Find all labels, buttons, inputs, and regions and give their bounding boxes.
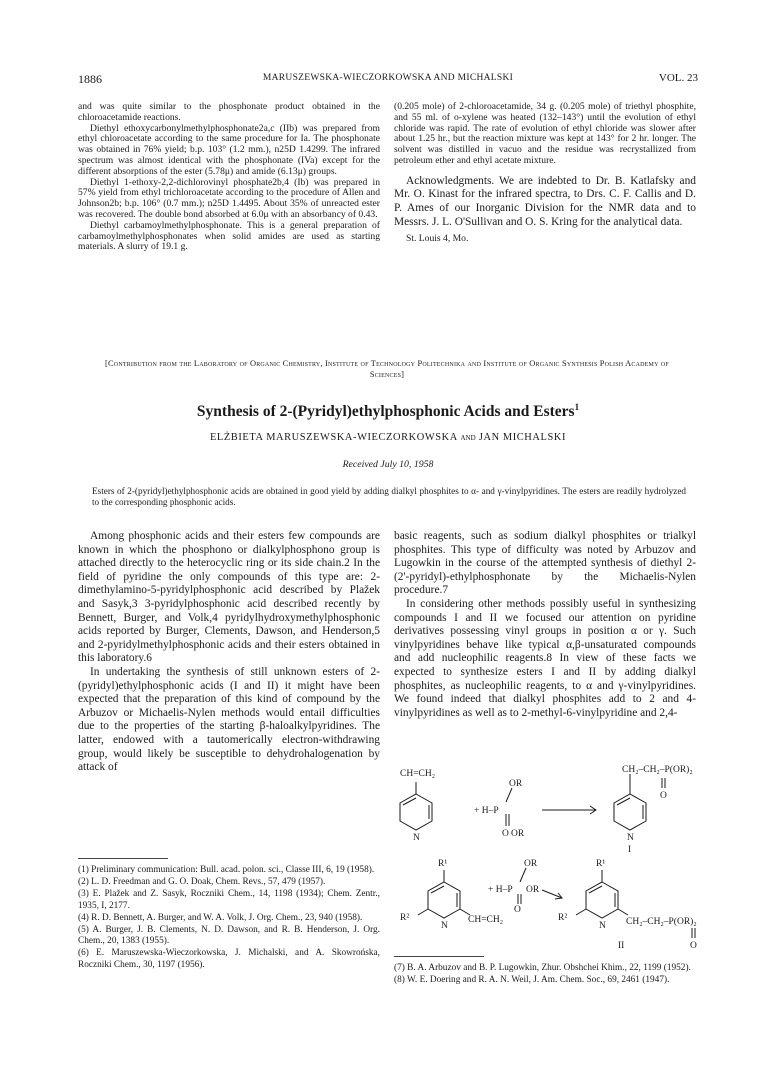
vinyl-group-label: CH=CH₂ (400, 769, 436, 779)
ring-nitrogen-label: N (599, 921, 606, 931)
article-title (78, 402, 698, 421)
ring-nitrogen-label: N (413, 833, 420, 843)
affiliation-location: St. Louis 4, Mo. (406, 233, 469, 245)
body-paragraph: basic reagents, such as sodium dialkyl phosphites or trialkyl phosphites. This type of difficulty was noted by Arbuzov and Lugowkin in the course of the attempted synthesis of diethyl 2-(2'-pyridyl)-ethylphosphonate by the Michaelis-Nylen procedure.7 (394, 530, 696, 597)
body-paragraph: In considering other methods possibly useful in synthesizing compounds I and II we focused our attention on pyridine derivatives possessing vinyl groups in position α or γ. Such vinylpyridines behave like typical α,β-unsaturated compounds and add nucleophilic reagents.8 In view of these facts we expected to synthesize esters I and II by adding dialkyl phosphites, as nucleophilic reagents, to α and γ-vinylpyridines. We found indeed that dialkyl phosphites add to 2 and 4-vinylpyridines as well as to 2-methyl-6-vinylpyridine and 2,4- (394, 597, 696, 719)
alkoxy-label: OR (509, 779, 523, 789)
footnote: (6) E. Maruszewska-Wieczorkowska, J. Michalski, and A. Skowrońska, Roczniki Chem., 30, 1197 (1956). (78, 948, 380, 970)
vinyl-group-label: CH=CH₂ (468, 915, 504, 925)
prev-paragraph: Diethyl carbamoylmethylphosphonate. This is a general preparation of carbamoylmethylphosphonates when solid amides are used as starting materials. A slurry of 19.1 g. (78, 219, 380, 253)
prev-paragraph: Diethyl ethoxycarbonylmethylphosphonate2a,c (IIb) was prepared from ethyl chloroacetate according to the same procedure for Ia. The phosphonate was obtained in 76% yield; b.p. 103° (1.2 mm.), n25D 1.4299. The infrared spectrum was almost identical with the phosphonate (IVa) except for the different absorptions of the ester (5.78μ) and amide (6.13μ) groups. (78, 122, 380, 177)
footnote-rule (394, 956, 484, 957)
footnote: (4) R. D. Bennett, A. Burger, and W. A. Volk, J. Org. Chem., 23, 940 (1958). (78, 912, 363, 923)
pyridine-ring-1 (400, 794, 432, 830)
product-chain-label: CH₂–CH₂–P(OR)₂ (626, 917, 697, 927)
running-header (78, 72, 698, 88)
body-left-column (78, 530, 380, 775)
r2-label: R² (558, 913, 568, 923)
r1-label: R¹ (438, 859, 448, 869)
footnote: (2) L. D. Freedman and G. O. Doak, Chem. Revs., 57, 479 (1957). (78, 877, 326, 888)
authors-and: and (460, 432, 476, 443)
running-title: MARUSZEWSKA-WIECZORKOWSKA AND MICHALSKI (262, 73, 514, 83)
body-paragraph: In undertaking the synthesis of still unknown esters of 2-(pyridyl)ethylphosphonic acids (I and II) it might have been expected that the preparation of this kind of compound by the Arbuzov or Michaelis-Nylen methods would entail difficulties due to the properties of the starting β-haloalkylpyridines. The latter, endowed with a tautomerically electron-withdrawing group, would likely be susceptible to dehydrohalogenation by attack of (78, 665, 380, 774)
footnote: (8) W. E. Doering and R. A. N. Weil, J. Am. Chem. Soc., 69, 2461 (1947). (394, 975, 670, 986)
contribution-line: [Contribution from the Laboratory of Organic Chemistry, Institute of Technology Politechnika and Institute of Organic Synthesis Polish Academy of Sciences] (105, 359, 669, 379)
footnote: (5) A. Burger, J. B. Clements, N. D. Dawson, and R. B. Henderson, J. Org. Chem., 20, 1383 (1955). (78, 925, 380, 947)
article-authors (78, 432, 698, 443)
pyridine-ring-2 (428, 882, 460, 918)
pyridine-ring-product-1 (614, 794, 646, 830)
prev-paragraph: and was quite similar to the phosphonate product obtained in the chloroacetamide reactions. (78, 101, 380, 123)
acknowledgments: Acknowledgments. We are indebted to Dr. B. Katlafsky and Mr. O. Kinast for the infrared spectra, to Drs. C. F. Callis and D. P. Ames of our Inorganic Division for the NMR data and to Messrs. J. L. O'Sullivan and O. S. Kring for the analytical data. (394, 174, 696, 228)
title-footnote-mark: 1 (574, 402, 580, 412)
volume-label: VOL. 23 (658, 72, 698, 84)
received-date: Received July 10, 1958 (342, 459, 434, 470)
pyridine-ring-product-2 (586, 882, 618, 918)
compound-label-i: I (628, 845, 632, 855)
page-number: 1886 (78, 72, 102, 86)
footnote: (3) E. Plažek and Z. Sasyk, Roczniki Chem., 14, 1198 (1934); Chem. Zentr., 1935, I, 2177. (78, 889, 380, 911)
product-oxygen-label: O (660, 791, 667, 801)
reaction-scheme-drawing (392, 762, 704, 954)
alkoxy-label: OR (526, 885, 540, 895)
phosphoryl-oxygen-label: O (502, 829, 509, 839)
abstract: Esters of 2-(pyridyl)ethylphosphonic acids are obtained in good yield by adding dialkyl phosphites to α- and γ-vinylpyridines. The esters are readily hydrolyzed to the corresponding phosphonic acids. (92, 486, 686, 508)
ring-nitrogen-label: N (441, 921, 448, 931)
alkoxy-label: OR (524, 859, 538, 869)
footnotes-left (78, 865, 380, 972)
prev-paragraph: Diethyl 1-ethoxy-2,2-dichlorovinyl phosphate2b,4 (Ib) was prepared in 57% yield from ethyl trichloroacetate according to the procedure of Allen and Johnson2b; b.p. 106° (0.7 mm.); n25D 1.4495. About 35% of unreacted ester was recovered. The double bond absorbed at 6.0μ with an absorbancy of 0.43. (78, 176, 380, 220)
author-2: JAN MICHALSKI (478, 432, 567, 443)
r2-label: R² (400, 913, 410, 923)
body-paragraph: Among phosphonic acids and their esters few compounds are known in which the phosphono or dialkylphosphono group is attached directly to the heterocyclic ring or its side chain.2 In the field of pyridine the only compounds of this type are: 2-dimethylamino-5-pyridylphosphonic acid described by Plažek and Sasyk,3 3-pyridylphosphonic acid described recently by Bennett, Burger, and Volk,4 pyridylhydroxymethylphosphonic acids reported by Burger, Clements, Dawson, and Henderson,5 and 2-pyridylmethylphosphonic acids and their esters obtained in this laboratory.6 (78, 530, 380, 665)
prev-paragraph: (0.205 mole) of 2-chloroacetamide, 34 g. (0.205 mole) of triethyl phosphite, and 55 ml. of o-xylene was heated (132–143°) until the evolution of ethyl chloride was rapid. The rate of evolution of ethyl chloride was slower after about 1.25 hr., but the reaction mixture was kept at 143° for 2 hr. longer. The solvent was distilled in vacuo and the residue was recrystallized from petroleum ether and ethyl acetate mixture. (394, 101, 696, 166)
r1-label: R¹ (596, 859, 606, 869)
compound-label-ii: II (618, 941, 625, 951)
product-chain-label: CH₂–CH₂–P(OR)₂ (622, 765, 693, 775)
alkoxy-label: OR (511, 829, 525, 839)
author-1: ELŻBIETA MARUSZEWSKA-WIECZORKOWSKA (209, 432, 458, 443)
footnote-rule (78, 858, 168, 859)
product-oxygen-label: O (690, 941, 697, 951)
body-right-column (394, 530, 696, 720)
prev-article-left-column (78, 102, 380, 253)
article-title-text: Synthesis of 2-(Pyridyl)ethylphosphonic Acids and Esters (196, 403, 575, 421)
prev-article-right-column (394, 102, 696, 245)
footnotes-right (394, 963, 696, 987)
phosphoryl-oxygen-label: O (514, 905, 521, 915)
ring-nitrogen-label: N (627, 833, 634, 843)
footnote: (7) B. A. Arbuzov and B. P. Lugowkin, Zhur. Obshchei Khim., 22, 1199 (1952). (394, 963, 691, 973)
reaction-scheme (392, 762, 704, 954)
phosphite-label: + H–P (474, 806, 499, 816)
footnote: (1) Preliminary communication: Bull. acad. polon. sci., Classe III, 6, 19 (1958). (78, 865, 375, 875)
phosphite-label: + H–P (488, 885, 513, 895)
